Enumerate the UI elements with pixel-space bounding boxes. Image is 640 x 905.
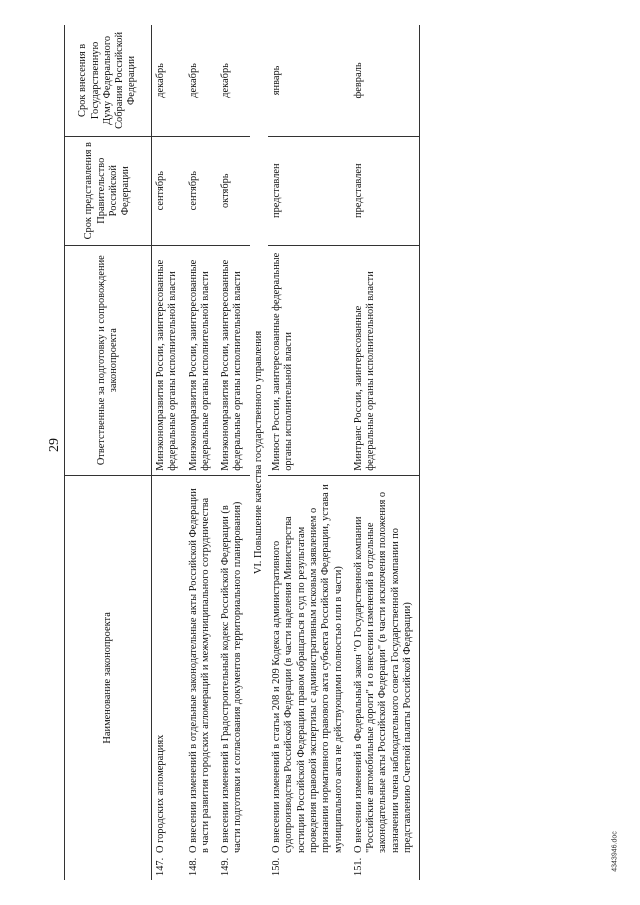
table-row	[217, 25, 250, 880]
rotated-table-container	[64, 25, 583, 880]
responsible-cell: Минэкономразвития России, заинтересованные федеральные органы исполнительной власти	[152, 245, 185, 475]
table-row	[152, 25, 185, 880]
duma-term-cell: декабрь	[152, 25, 185, 136]
bill-title: О внесении изменений в Градостроительный кодекс Российской Федерации (в части подготовки и согласования документов территориального планирования)	[220, 501, 244, 853]
gov-term-cell: сентябрь	[152, 136, 185, 245]
bill-title: О внесении изменений в Федеральный закон "О Государственной компании "Российские автомобильные дороги" и о внесении изменений в отдельные законодательные акты Российской Федерации" (в части исключения положения о назначении члена наблюдательного совета Государственной компании по представлению Счетной палаты Российской Федерации)	[352, 491, 414, 853]
bill-plan-table	[64, 25, 420, 880]
header-duma-term: Срок внесения в Государственную Думу Федерального Собрания Российской Федерации	[65, 25, 152, 136]
row-number: 147.	[155, 857, 166, 876]
responsible-cell: Минюст России, заинтересованные федеральные органы исполнительной власти	[268, 245, 350, 475]
section-row	[250, 25, 268, 880]
row-number: 151.	[352, 857, 364, 876]
responsible-cell: Минэкономразвития России, заинтересованные федеральные органы исполнительной власти	[185, 245, 218, 475]
bill-name-cell	[152, 475, 185, 880]
document-id: 4343946.doc	[611, 831, 619, 872]
duma-term-cell: декабрь	[185, 25, 218, 136]
duma-term-cell: февраль	[350, 25, 420, 136]
bill-title: О внесении изменений в отдельные законодательные акты Российской Федерации в части развития городских агломераций и межмуниципального сотрудничества	[187, 488, 211, 853]
duma-term-cell: январь	[268, 25, 350, 136]
gov-term-cell: октябрь	[217, 136, 250, 245]
row-number: 149.	[220, 857, 232, 876]
table-row	[185, 25, 218, 880]
gov-term-cell: представлен	[350, 136, 420, 245]
header-name: Наименование законопроекта	[65, 475, 152, 880]
gov-term-cell: представлен	[268, 136, 350, 245]
bill-title: О внесении изменений в статьи 208 и 209 Кодекса административного судопроизводства Российской Федерации (в части наделения Министерства юстиции Российской Федерации правом обращаться в суд по результатам проведения правовой экспертизы с административным исковым заявлением о признании нормативного правового акта субъекта Российской Федерации, устава и муниципального акта не действующими полностью или в части)	[271, 484, 344, 853]
header-gov-term: Срок представления в Правительство Российской Федерации	[65, 136, 152, 245]
bill-name-cell	[217, 475, 250, 880]
row-number: 148.	[187, 857, 199, 876]
header-responsible: Ответственные за подготовку и сопровождение законопроекта	[65, 245, 152, 475]
page-number: 29	[47, 438, 62, 452]
table-row	[268, 25, 350, 880]
section-heading: VI. Повышение качества государственного управления	[252, 330, 264, 575]
bill-name-cell	[350, 475, 420, 880]
bill-title: О городских агломерациях	[155, 734, 166, 853]
responsible-cell: Минэкономразвития России, заинтересованные федеральные органы исполнительной власти	[217, 245, 250, 475]
duma-term-cell: декабрь	[217, 25, 250, 136]
gov-term-cell: сентябрь	[185, 136, 218, 245]
row-number: 150.	[271, 857, 283, 876]
bill-name-cell	[268, 475, 350, 880]
header-row	[65, 25, 152, 880]
table-row	[350, 25, 420, 880]
responsible-cell: Минтранс России, заинтересованные федеральные органы исполнительной власти	[350, 245, 420, 475]
bill-name-cell	[185, 475, 218, 880]
